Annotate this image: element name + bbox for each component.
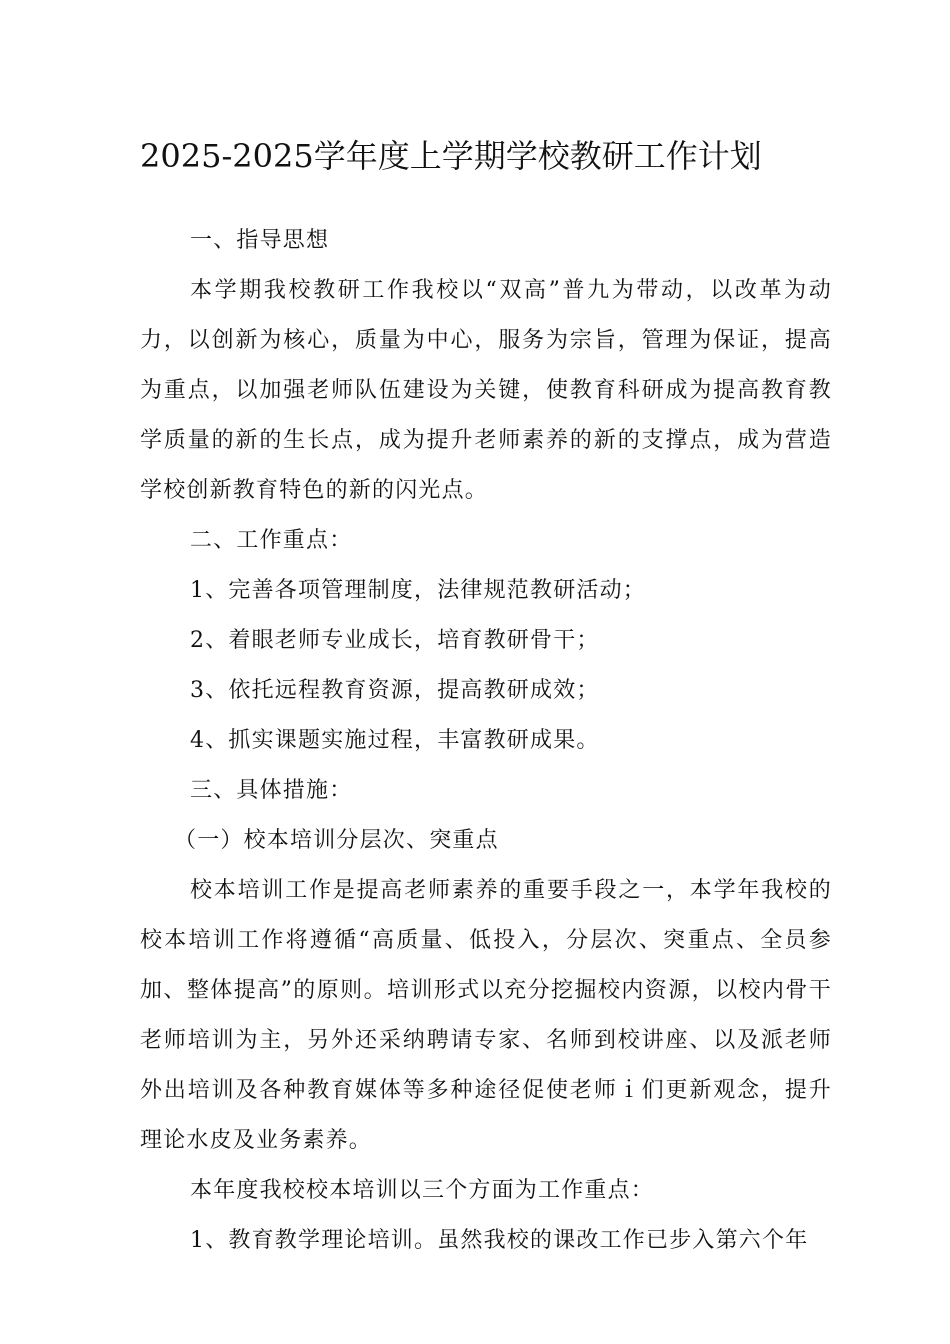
list-item-work-focus-1: 1、完善各项管理制度，法律规范教研活动； [190,578,646,603]
section-heading-measures: 三、具体措施： [190,778,353,803]
paragraph-guiding-ideology: 本学期我校教研工作我校以“双高”普九为带动，以改革为动力，以创新为核心，质量为中心，服务为宗旨，管理为保证，提高为重点，以加强老师队伍建设为关键，使教育科研成为提高教育教学质量的新的生长点，成为提升老师素养的新的支撑点，成为营造学校创新教育特色的新的闪光点。 [140,278,832,503]
paragraph-school-training: 校本培训工作是提高老师素养的重要手段之一，本学年我校的校本培训工作将遵循“高质量、低投入，分层次、突重点、全员参加、整体提高”的原则。培训形式以充分挖掘校内资源，以校内骨干老师培训为主，另外还采纳聘请专家、名师到校讲座、以及派老师外出培训及各种教育媒体等多种途径促使老师ｉ们更新观念，提升理论水皮及业务素养。 [140,878,832,1153]
list-item-work-focus-4: 4、抓实课题实施过程，丰富教研成果。 [190,728,600,753]
section-heading-guiding-ideology: 一、指导思想 [190,228,330,253]
paragraph-training-focus-intro: 本年度我校校本培训以三个方面为工作重点： [190,1178,655,1203]
document-title: 2025-2025学年度上学期学校教研工作计划 [140,137,762,175]
section-heading-work-focus: 二、工作重点： [190,528,353,553]
list-item-work-focus-3: 3、依托远程教育资源，提高教研成效； [190,678,600,703]
document-body [140,216,832,1266]
subsection-heading-school-training: （一）校本培训分层次、突重点 [174,828,499,853]
list-item-work-focus-2: 2、着眼老师专业成长，培育教研骨干； [190,628,600,653]
list-item-theory-training: 1、教育教学理论培训。虽然我校的课改工作已步入第六个年 [190,1228,809,1253]
